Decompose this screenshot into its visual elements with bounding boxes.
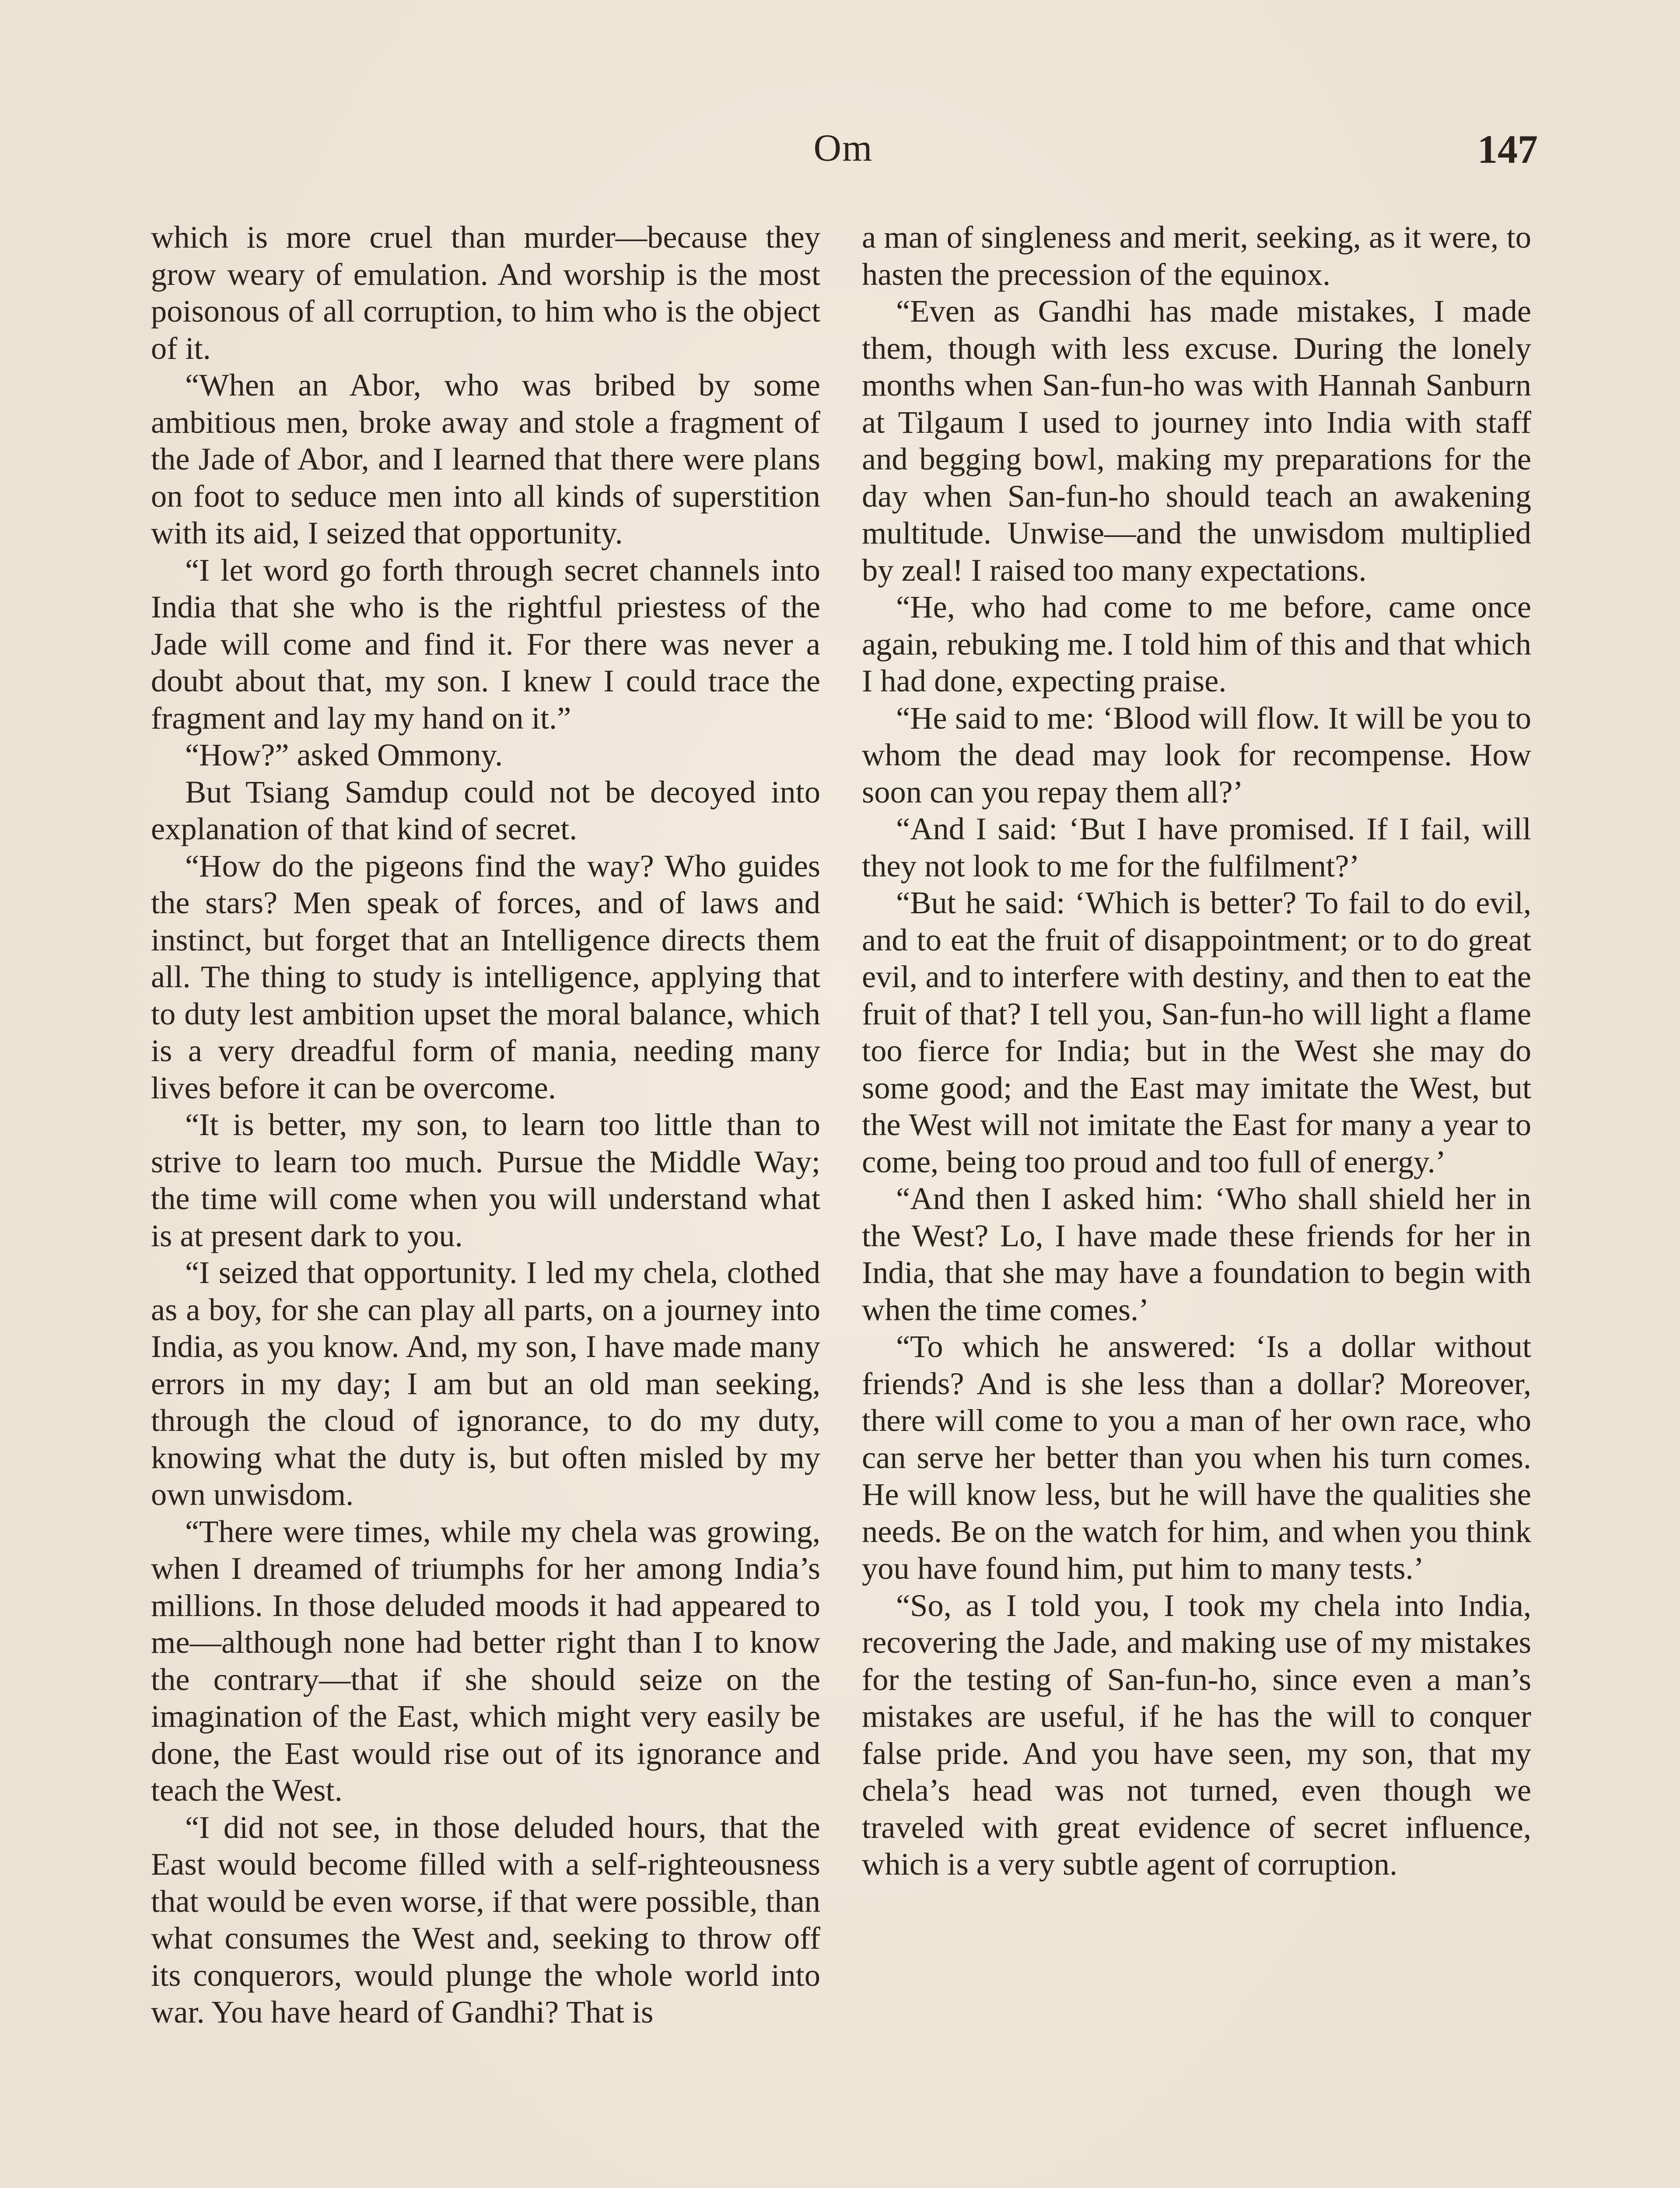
paragraph: “And then I asked him: ‘Who shall shield her in the West? Lo, I have made these friends for her in India, that she may have a foundation to begin with when the time comes.’ <box>862 1181 1531 1327</box>
paragraph: But Tsiang Samdup could not be decoyed into explanation of that kind of secret. <box>151 774 820 846</box>
paragraph: “It is better, my son, to learn too little than to strive to learn too much. Pursue the Middle Way; the time will come when you will understand what is at present dark to you. <box>151 1107 820 1253</box>
paragraph: “So, as I told you, I took my chela into India, recovering the Jade, and making use of my mistakes for the testing of San-fun-ho, since even a man’s mistakes are useful, if he has the will to conquer false pride. And you have seen, my son, that my chela’s head was not turned, even though we traveled with great evidence of secret influence, which is a very subtle agent of corruption. <box>862 1587 1531 1882</box>
paragraph: a man of singleness and merit, seeking, as it were, to hasten the precession of the equinox. <box>862 219 1531 292</box>
paragraph: which is more cruel than murder—because they grow weary of emulation. And worship is the most poisonous of all corruption, to him who is the object of it. <box>151 219 820 366</box>
paragraph: “I did not see, in those deluded hours, that the East would become filled with a self-righteousness that would be even worse, if that were possible, than what consumes the West and, seeking to throw off its conquerors, would plunge the whole world into war. You have heard of Gandhi? That is <box>151 1809 820 2030</box>
paragraph: “How do the pigeons find the way? Who guides the stars? Men speak of forces, and of laws and instinct, but forget that an Intelligence directs them all. The thing to study is intelligence, applying that to duty lest ambition upset the moral balance, which is a very dreadful form of mania, needing many lives before it can be overcome. <box>151 848 820 1105</box>
paragraph: “I let word go forth through secret channels into India that she who is the rightful priestess of the Jade will come and find it. For there was never a doubt about that, my son. I knew I could trace the fragment and lay my hand on it.” <box>151 552 820 736</box>
paragraph: “To which he answered: ‘Is a dollar without friends? And is she less than a dollar? Moreover, there will come to you a man of her own race, who can serve her better than you when his turn comes. He will know less, but he will have the qualities she needs. Be on the watch for him, and when you think you have found him, put him to many tests.’ <box>862 1329 1531 1586</box>
page-number: 147 <box>1477 127 1538 172</box>
paragraph: “When an Abor, who was bribed by some ambitious men, broke away and stole a fragment of the Jade of Abor, and I learned that there were plans on foot to seduce men into all kinds of superstition with its aid, I seized that opportunity. <box>151 367 820 551</box>
paragraph: “How?” asked Ommony. <box>185 737 503 772</box>
running-title: Om <box>813 127 873 169</box>
paragraph: “And I said: ‘But I have promised. If I fail, will they not look to me for the fulfilment?’ <box>862 811 1531 884</box>
right-column <box>862 219 1531 1883</box>
paragraph: “He said to me: ‘Blood will flow. It will be you to whom the dead may look for recompense. How soon can you repay them all?’ <box>862 700 1531 810</box>
paragraph: “But he said: ‘Which is better? To fail to do evil, and to eat the fruit of disappointment; or to do great evil, and to interfere with destiny, and then to eat the fruit of that? I tell you, San-fun-ho will light a flame too fierce for India; but in the West she may do some good; and the East may imitate the West, but the West will not imitate the East for many a year to come, being too proud and too full of energy.’ <box>862 885 1531 1179</box>
left-column <box>151 219 820 2031</box>
paragraph: “Even as Gandhi has made mistakes, I made them, though with less excuse. During the lonely months when San-fun-ho was with Hannah Sanburn at Tilgaum I used to journey into India with staff and begging bowl, making my preparations for the day when San-fun-ho should teach an awakening multitude. Unwise—and the unwisdom multiplied by zeal! I raised too many expectations. <box>862 293 1531 588</box>
paragraph: “He, who had come to me before, came once again, rebuking me. I told him of this and that which I had done, expecting praise. <box>862 589 1531 698</box>
paragraph: “There were times, while my chela was growing, when I dreamed of triumphs for her among India’s millions. In those deluded moods it had appeared to me—although none had better right than I to know the contrary—that if she should seize on the imagination of the East, which might very easily be done, the East would rise out of its ignorance and teach the West. <box>151 1513 820 1808</box>
paragraph: “I seized that opportunity. I led my chela, clothed as a boy, for she can play all parts, on a journey into India, as you know. And, my son, I have made many errors in my day; I am but an old man seeking, through the cloud of ignorance, to do my duty, knowing what the duty is, but often misled by my own unwisdom. <box>151 1255 820 1512</box>
page-header <box>149 126 1538 187</box>
